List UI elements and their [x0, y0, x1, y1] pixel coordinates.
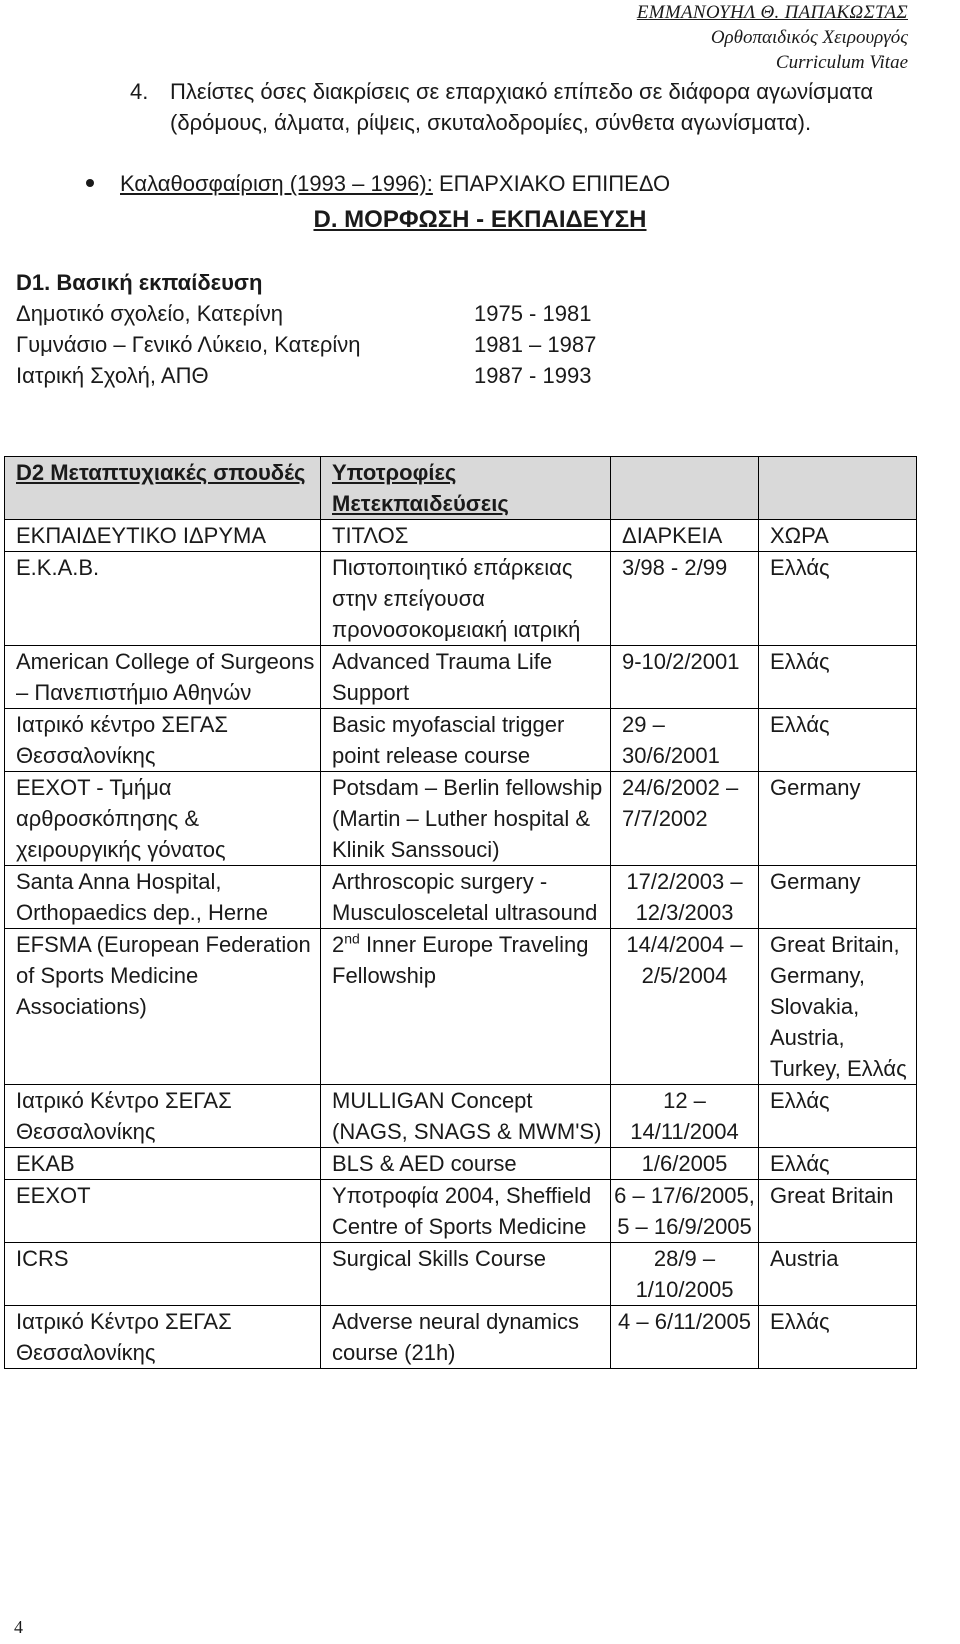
column-header-country: ΧΩΡΑ: [759, 520, 917, 552]
column-header-title: ΤΙΤΛΟΣ: [321, 520, 611, 552]
title-cell: Adverse neural dynamics course (21h): [321, 1306, 611, 1369]
postgraduate-table: [4, 456, 917, 1369]
education-row: [16, 329, 597, 360]
title-cell: [321, 929, 611, 1085]
header-document-type: Curriculum Vitae: [775, 52, 908, 73]
country-cell: Ελλάς: [759, 1148, 917, 1180]
country-cell: Ελλάς: [759, 552, 917, 646]
title-cell: Υποτροφία 2004, Sheffield Centre of Sports Medicine: [321, 1180, 611, 1243]
institution-cell: ΕΕΧΟΤ: [5, 1180, 321, 1243]
country-cell: Germany: [759, 772, 917, 866]
duration-cell: 12 – 14/11/2004: [611, 1085, 759, 1148]
duration-cell: 6 – 17/6/2005, 5 – 16/9/2005: [611, 1180, 759, 1243]
column-header-institution: ΕΚΠΑΙΔΕΥΤΙΚΟ ΙΔΡΥΜΑ: [5, 520, 321, 552]
basic-education-title: D1. Βασική εκπαίδευση: [16, 270, 263, 295]
duration-cell: 17/2/2003 – 12/3/2003: [611, 866, 759, 929]
institution-cell: Santa Anna Hospital, Orthopaedics dep., Herne: [5, 866, 321, 929]
table-row: [5, 866, 917, 929]
item-text: Πλείστες όσες διακρίσεις σε επαρχιακό επίπεδο σε διάφορα αγωνίσματα (δρόμους, άλματα, ρίψεις, σκυταλοδρομίες, σύνθετα αγωνίσματα).: [170, 79, 874, 135]
table-title-row: [5, 457, 917, 520]
section-title: D. ΜΟΡΦΩΣΗ - ΕΚΠΑΙΔΕΥΣΗ: [313, 206, 647, 233]
column-header-duration: ΔΙΑΡΚΕΙΑ: [611, 520, 759, 552]
title-cell: Advanced Trauma Life Support: [321, 646, 611, 709]
duration-cell: 24/6/2002 – 7/7/2002: [611, 772, 759, 866]
title-number: 2: [332, 932, 345, 957]
institution-cell: Ε.Κ.Α.Β.: [5, 552, 321, 646]
country-cell: Ελλάς: [759, 709, 917, 772]
table-row: [5, 709, 917, 772]
institution-cell: Ιατρικό Κέντρο ΣΕΓΑΣ Θεσσαλονίκης: [5, 1306, 321, 1369]
school-years: 1975 - 1981: [474, 301, 592, 326]
institution-cell: EFSMA (European Federation of Sports Medicine Associations): [5, 929, 321, 1085]
header-author-role: Ορθοπαιδικός Χειρουργός: [710, 27, 908, 48]
country-cell: Ελλάς: [759, 646, 917, 709]
item-number: 4.: [130, 79, 149, 104]
table-title-empty-cell: [759, 457, 917, 520]
school-name: Γυμνάσιο – Γενικό Λύκειο, Κατερίνη: [16, 332, 361, 357]
education-row: [16, 298, 592, 329]
title-cell: Arthroscopic surgery - Musculosceletal ultrasound: [321, 866, 611, 929]
education-row: [16, 360, 592, 391]
duration-cell: 29 – 30/6/2001: [611, 709, 759, 772]
institution-cell: ΕΚΑΒ: [5, 1148, 321, 1180]
table-subtitle-cell: Υποτροφίες Μετεκπαιδεύσεις: [321, 457, 611, 520]
title-cell: BLS & AED course: [321, 1148, 611, 1180]
title-cell: Πιστοποιητικό επάρκειας στην επείγουσα προνοσοκομειακή ιατρική: [321, 552, 611, 646]
page-header: [637, 0, 908, 75]
bullet-text: ΕΠΑΡΧΙΑΚΟ ΕΠΙΠΕΔΟ: [432, 171, 671, 196]
distinctions-item: [130, 76, 890, 138]
duration-cell: 1/6/2005: [611, 1148, 759, 1180]
table-title-empty-cell: [611, 457, 759, 520]
school-name: Ιατρική Σχολή, ΑΠΘ: [16, 363, 209, 388]
table-row: [5, 772, 917, 866]
table-header-row: [5, 520, 917, 552]
page-number: 4: [14, 1617, 23, 1637]
country-cell: Austria: [759, 1243, 917, 1306]
table-row: [5, 1148, 917, 1180]
table-row: [5, 1306, 917, 1369]
title-cell: Basic myofascial trigger point release course: [321, 709, 611, 772]
bullet-icon: [86, 179, 94, 187]
institution-cell: Ιατρικό Κέντρο ΣΕΓΑΣ Θεσσαλονίκης: [5, 1085, 321, 1148]
table-row: [5, 1180, 917, 1243]
title-cell: Potsdam – Berlin fellowship (Martin – Luther hospital & Klinik Sanssouci): [321, 772, 611, 866]
country-cell: Great Britain: [759, 1180, 917, 1243]
title-text: Inner Europe Traveling Fellowship: [332, 932, 589, 988]
title-cell: MULLIGAN Concept (NAGS, SNAGS & MWM'S): [321, 1085, 611, 1148]
country-cell: Ελλάς: [759, 1085, 917, 1148]
school-years: 1987 - 1993: [474, 363, 592, 388]
header-author-name: ΕΜΜΑΝΟΥΗΛ Θ. ΠΑΠΑΚΩΣΤΑΣ: [636, 2, 908, 23]
country-cell: Ελλάς: [759, 1306, 917, 1369]
title-superscript: nd: [344, 930, 360, 947]
duration-cell: 4 – 6/11/2005: [611, 1306, 759, 1369]
table-row: [5, 552, 917, 646]
basketball-bullet: [86, 168, 670, 199]
duration-cell: 3/98 - 2/99: [611, 552, 759, 646]
table-row: [5, 646, 917, 709]
table-row: [5, 929, 917, 1085]
institution-cell: ICRS: [5, 1243, 321, 1306]
table-row: [5, 1085, 917, 1148]
school-years: 1981 – 1987: [474, 332, 597, 357]
basic-education: [16, 267, 597, 391]
table-title-cell: D2 Μεταπτυχιακές σπουδές: [5, 457, 321, 520]
bullet-underlined-text: Καλαθοσφαίριση (1993 – 1996):: [120, 171, 433, 196]
duration-cell: 28/9 – 1/10/2005: [611, 1243, 759, 1306]
table-row: [5, 1243, 917, 1306]
institution-cell: American College of Surgeons – Πανεπιστήμιο Αθηνών: [5, 646, 321, 709]
duration-cell: 9-10/2/2001: [611, 646, 759, 709]
country-cell: Great Britain, Germany, Slovakia, Austria, Turkey, Ελλάς: [759, 929, 917, 1085]
duration-cell: 14/4/2004 – 2/5/2004: [611, 929, 759, 1085]
title-cell: Surgical Skills Course: [321, 1243, 611, 1306]
institution-cell: ΕΕΧΟΤ - Τμήμα αρθροσκόπησης & χειρουργικής γόνατος: [5, 772, 321, 866]
country-cell: Germany: [759, 866, 917, 929]
institution-cell: Ιατρικό κέντρο ΣΕΓΑΣ Θεσσαλονίκης: [5, 709, 321, 772]
school-name: Δημοτικό σχολείο, Κατερίνη: [16, 301, 283, 326]
